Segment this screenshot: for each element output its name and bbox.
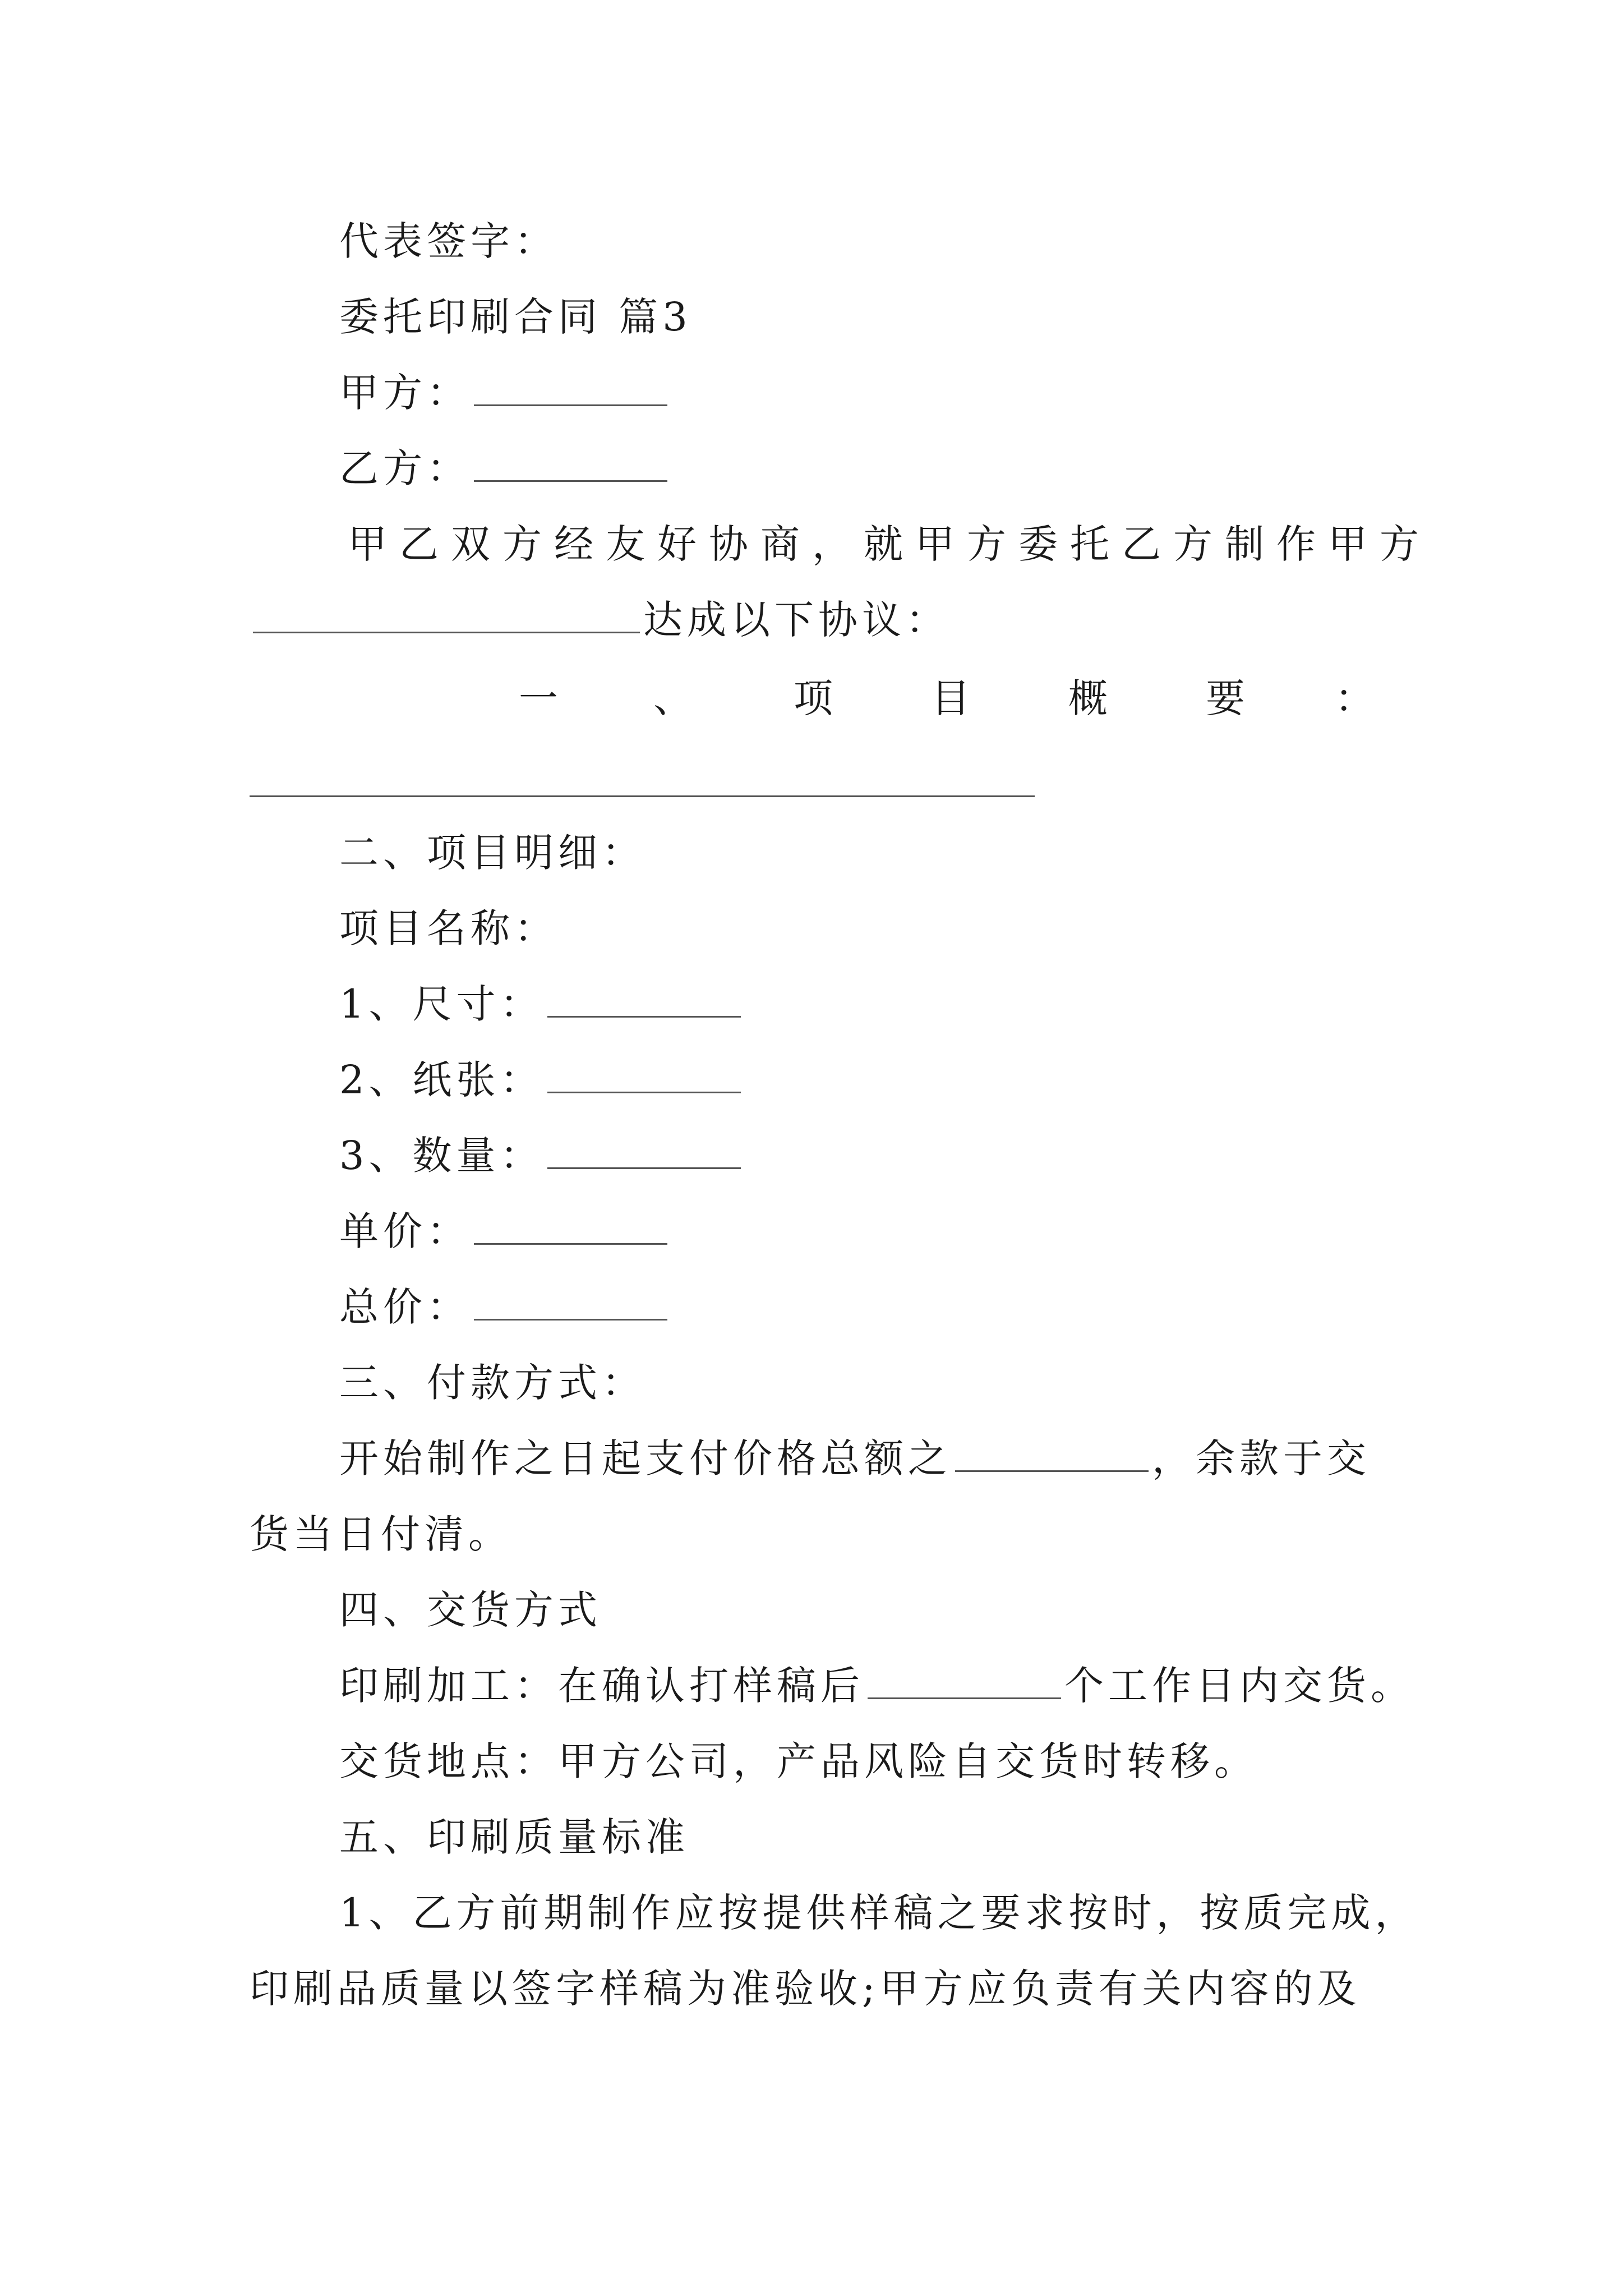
payment-text-1b: ，余款于交 (1152, 1435, 1371, 1481)
quantity-blank (547, 1138, 741, 1169)
payment-line-2 (0, 1501, 1623, 1568)
size-label: 1、尺寸： (339, 981, 544, 1027)
payment-blank (955, 1441, 1149, 1472)
quality-line-2 (0, 1955, 1623, 2022)
section-4-text: 四、交货方式 (339, 1587, 602, 1633)
delivery-text-1a: 印刷加工：在确认打样稿后 (339, 1663, 864, 1709)
section-2-heading (0, 819, 1623, 886)
quality-text-2: 印刷品质量以签字样稿为准验收;甲方应负责有关内容的及 (250, 1966, 1361, 2012)
paper-line (0, 1046, 1623, 1114)
size-line (0, 970, 1623, 1038)
contract-title (0, 283, 1623, 351)
quantity-label: 3、数量： (339, 1133, 544, 1179)
party-a-blank (474, 375, 667, 406)
payment-text-2: 货当日付清。 (250, 1511, 512, 1557)
section-1-char-6: 要 (1206, 675, 1245, 721)
party-b-blank (474, 451, 667, 482)
section-5-heading (0, 1803, 1623, 1871)
section-5-text: 五、印刷质量标准 (339, 1814, 689, 1860)
paper-blank (547, 1062, 741, 1093)
payment-text-1a: 开始制作之日起支付价格总额之 (339, 1435, 952, 1481)
delivery-place-text: 交货地点：甲方公司，产品风险自交货时转移。 (339, 1738, 1258, 1784)
section-1-char-5: 概 (1068, 675, 1108, 721)
rep-signature-line (0, 208, 1623, 275)
total-price-label: 总价： (339, 1284, 471, 1330)
section-4-heading (0, 1576, 1623, 1644)
contract-title-text: 委托印刷合同 篇3 (339, 294, 692, 340)
total-price-line (0, 1273, 1623, 1341)
unit-price-blank (474, 1214, 667, 1245)
section-3-heading (0, 1349, 1623, 1416)
section-1-char-1: 一 (519, 675, 558, 721)
delivery-line-1 (0, 1652, 1623, 1719)
section-1-heading (0, 665, 1623, 732)
section-1-char-2: 、 (653, 675, 693, 721)
section-2-text: 二、项目明细： (339, 830, 645, 876)
size-blank (547, 987, 741, 1018)
intro-blank (253, 602, 640, 633)
intro-line-1 (0, 510, 1623, 578)
party-b-label: 乙方： (339, 445, 471, 491)
party-b-line (0, 435, 1623, 502)
unit-price-label: 单价： (339, 1208, 471, 1254)
party-a-line (0, 359, 1623, 426)
intro-line-2 (0, 586, 1623, 654)
quantity-line (0, 1122, 1623, 1189)
section-1-blank-rule (250, 795, 1035, 797)
quality-line-1 (0, 1879, 1623, 1947)
total-price-blank (474, 1290, 667, 1320)
party-a-label: 甲方： (339, 370, 471, 416)
paper-label: 2、纸张： (339, 1057, 544, 1103)
item-name-label: 项目名称： (339, 905, 558, 951)
payment-line-1 (0, 1425, 1623, 1492)
intro-text-2: 达成以下协议： (643, 597, 949, 643)
rep-signature-label: 代表签字： (339, 218, 558, 264)
delivery-days-blank (868, 1668, 1061, 1699)
section-1-char-3: 项 (794, 675, 833, 721)
section-1-char-4: 目 (931, 675, 970, 721)
item-name-line (0, 895, 1623, 962)
section-1-char-7: ： (1335, 675, 1374, 721)
delivery-place-line (0, 1728, 1623, 1795)
quality-text-1: 1、乙方前期制作应按提供样稿之要求按时，按质完成， (339, 1890, 1419, 1936)
intro-text-1: 甲乙双方经友好协商，就甲方委托乙方制作甲方 (348, 521, 1431, 567)
section-3-text: 三、付款方式： (339, 1360, 645, 1406)
unit-price-line (0, 1198, 1623, 1265)
delivery-text-1b: 个工作日内交货。 (1064, 1663, 1414, 1709)
